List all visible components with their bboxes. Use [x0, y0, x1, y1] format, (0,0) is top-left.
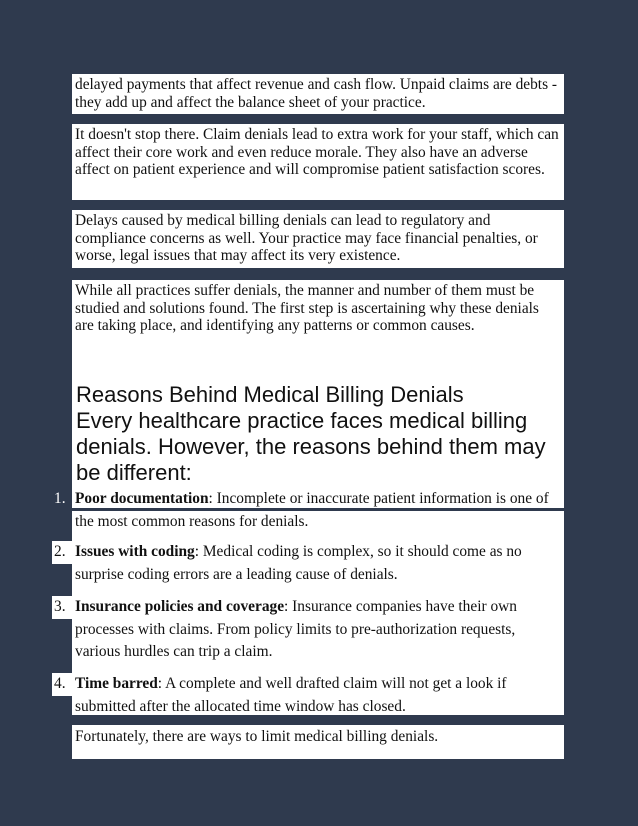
list-number: 4.: [52, 673, 72, 696]
list-item: [54, 541, 564, 586]
reasons-list: [54, 486, 564, 715]
list-term: Time barred: [75, 675, 158, 692]
list-term: Insurance policies and coverage: [75, 598, 285, 615]
list-term: Poor documentation: [75, 490, 209, 507]
list-number: 3.: [52, 596, 72, 619]
section-heading: [72, 376, 564, 486]
paragraph-2: It doesn't stop there. Claim denials lead to extra work for your staff, which can affect their core work and even reduce morale. They also have an adverse affect on patient experience and will compromise patient satisfaction scores.: [72, 124, 564, 200]
section-title: Reasons Behind Medical Billing Denials: [76, 382, 464, 407]
list-number: 1.: [52, 488, 72, 511]
list-item: [54, 596, 564, 664]
paragraph-3: Delays caused by medical billing denials can lead to regulatory and compliance concerns as well. Your practice may face financial penalties, or worse, legal issues that may affect its very existence.: [72, 210, 564, 268]
paragraph-1: delayed payments that affect revenue and cash flow. Unpaid claims are debts - they add up and affect the balance sheet of your practice.: [72, 74, 564, 114]
closing-paragraph: Fortunately, there are ways to limit medical billing denials.: [72, 725, 564, 759]
list-item: [54, 673, 564, 718]
list-text: : Medical coding is complex, so it should come as no surprise coding errors are a leading cause of denials.: [75, 543, 522, 583]
divider: [72, 508, 564, 511]
list-text: : Insurance companies have their own processes with claims. From policy limits to pre-authorization requests, various hurdles can trip a claim.: [75, 598, 517, 660]
paragraph-4: While all practices suffer denials, the manner and number of them must be studied and solutions found. The first step is ascertaining why these denials are taking place, and identifying any patterns or common causes.: [72, 280, 564, 376]
section-intro: Every healthcare practice faces medical billing denials. However, the reasons behind them may be different:: [76, 408, 546, 485]
list-text: : A complete and well drafted claim will not get a look if submitted after the allocated time window has closed.: [75, 675, 507, 715]
list-text: : Incomplete or inaccurate patient information is one of the most common reasons for denials.: [75, 490, 549, 530]
list-number: 2.: [52, 541, 72, 564]
list-term: Issues with coding: [75, 543, 195, 560]
